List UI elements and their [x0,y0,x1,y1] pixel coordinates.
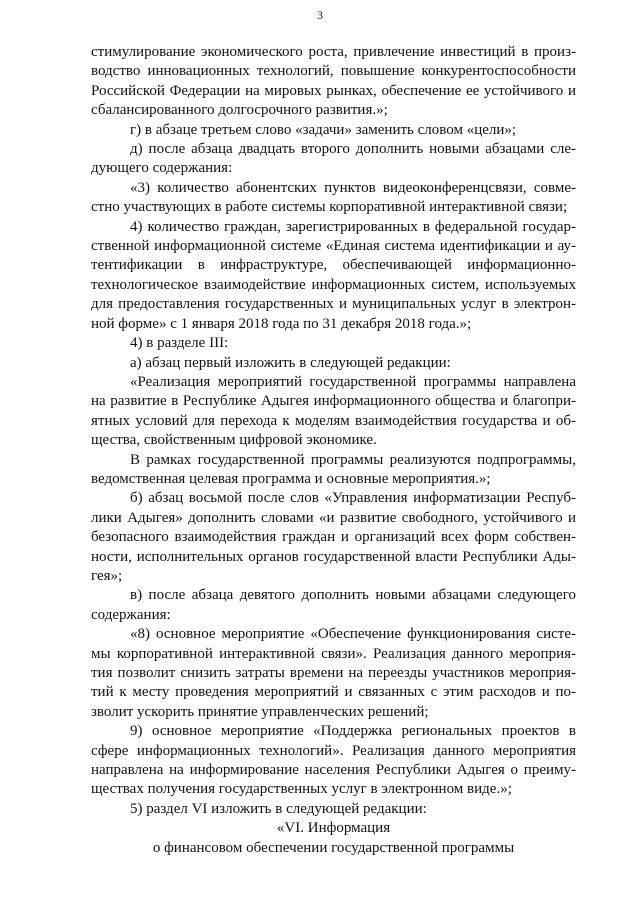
text-line: 4) в разделе III: [130,335,229,352]
section-heading-subtitle: о финансовом обеспечении государственной программы [152,839,515,856]
paragraph [91,334,576,353]
text-line: водство инновационных технологий, повышение конкурентоспособности [91,63,576,80]
text-line: стимулирование экономического роста, привлечение инвестиций в произ- [91,44,576,60]
text-line: тия позволит снизить затраты времени на переезды участников мероприя- [91,665,576,681]
text-line: лики Адыгея» дополнить словами «и развитие свободного, устойчивого и [91,509,576,526]
text-line: Российской Федерации на мировых рынках, обеспечение ее устойчивого и [91,82,576,99]
paragraph [91,373,576,451]
paragraph [91,722,576,800]
paragraph [91,354,576,373]
section-heading [91,819,576,858]
text-line: направлена на информирование населения Республики Адыгея о преиму- [91,762,576,779]
text-line: дующего содержания: [91,160,233,177]
text-line: стно участвующих в работе системы корпоративной интерактивной связи; [91,199,568,216]
text-line: ной форме» с 1 января 2018 года по 31 декабря 2018 года.»; [91,315,472,332]
text-line: содержания: [91,606,171,623]
text-line: В рамках государственной программы реализуются подпрограммы, [130,451,576,468]
text-line: 9) основное мероприятие «Поддержка региональных проектов в [130,723,576,740]
text-line: сфере информационных технологий». Реализация данного мероприятия [91,742,576,759]
text-line: щества, свойственным цифровой экономике. [91,432,377,449]
text-line: технологическое взаимодействие информационных систем, используемых [91,276,576,293]
text-line: «3) количество абонентских пунктов видеоконференцсвязи, совме- [130,179,576,196]
document-body [91,43,576,858]
text-line: гея»; [91,567,123,584]
text-line: в) после абзаца девятого дополнить новыми абзацами следующего [130,587,576,604]
text-line: «8) основное мероприятие «Обеспечение функционирования систе- [130,626,576,643]
text-line: тий к месту проведения мероприятий и связанных с этим расходов и по- [91,684,576,701]
text-line: 5) раздел VI изложить в следующей редакции: [130,800,427,817]
text-line: на развитие в Республике Адыгея информационного общества и благопри- [91,393,576,410]
text-line: безопасного взаимодействия граждан и организаций всех форм собствен- [91,529,576,546]
text-line: ществах получения государственных услуг в электронном виде.»; [91,781,512,798]
paragraph [91,140,576,179]
text-line: для предоставления государственных и муниципальных услуг в электрон- [91,296,576,313]
text-line: ведомственная целевая программа и основные мероприятия.»; [91,470,491,487]
text-line: сбалансированного долгосрочного развития.»; [91,102,388,119]
text-line: ности, исполнительных органов государственной власти Республики Ады- [91,548,576,565]
text-line: б) абзац восьмой после слов «Управления информатизации Респуб- [130,490,576,507]
paragraph [91,179,576,218]
paragraph [91,800,576,819]
text-line: 4) количество граждан, зарегистрированных в федеральной государ- [130,218,576,235]
paragraph [91,451,576,490]
text-line: «Реализация мероприятий государственной программы направлена [130,373,576,390]
text-line: зволит ускорить принятие управленческих решений; [91,703,429,720]
paragraph [91,586,576,625]
text-line: а) абзац первый изложить в следующей редакции: [130,354,451,371]
paragraph [91,625,576,722]
paragraph [91,43,576,121]
text-line: тентификации в инфраструктуре, обеспечивающей информационно- [91,257,576,274]
text-line: ятных условий для перехода к моделям взаимодействия государства и об- [91,412,576,429]
text-line: г) в абзаце третьем слово «задачи» заменить словом «цели»; [130,121,517,138]
text-line: д) после абзаца двадцать второго дополнить новыми абзацами сле- [130,141,576,158]
paragraph [91,489,576,586]
text-line: мы корпоративной интерактивной связи». Реализация данного мероприя- [91,645,576,662]
paragraph [91,121,576,140]
section-heading-title: «VI. Информация [276,820,391,837]
page-number: 3 [317,8,323,22]
paragraph [91,218,576,334]
text-line: ственной информационной системе «Единая система идентификации и ау- [91,238,576,255]
paragraph-list [91,43,576,819]
